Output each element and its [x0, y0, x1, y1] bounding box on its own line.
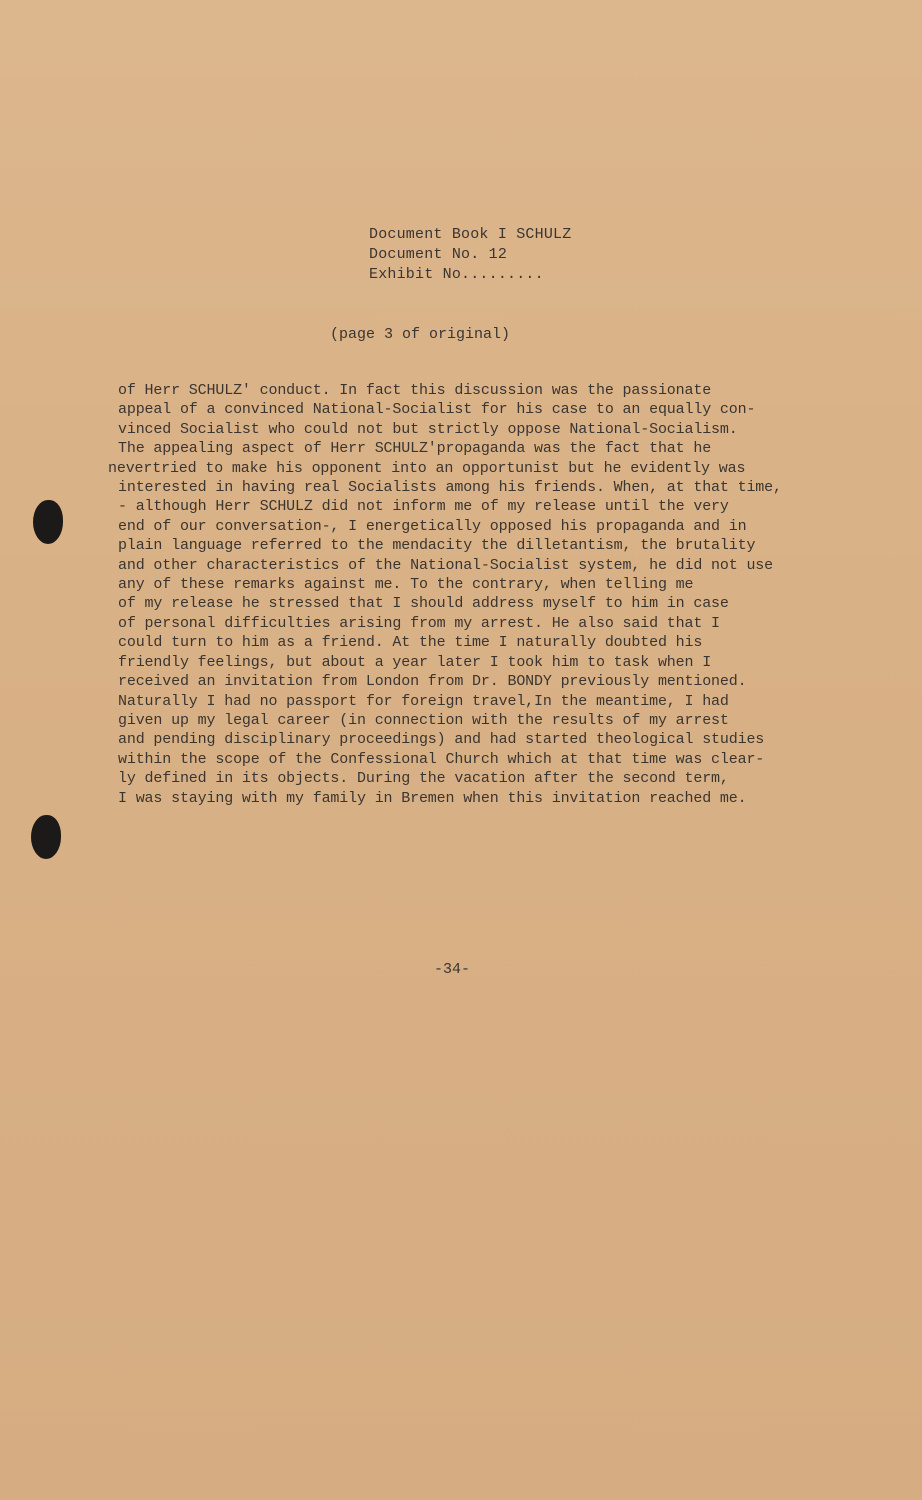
text-line: appeal of a convinced National-Socialist for his case to an equally con-: [118, 401, 756, 419]
document-header: [369, 225, 571, 285]
page-number: -34-: [434, 961, 471, 978]
text-line: within the scope of the Confessional Church which at that time was clear-: [118, 750, 765, 768]
punch-hole: [33, 500, 63, 544]
text-line: Naturally I had no passport for foreign travel,In the meantime, I had: [118, 692, 729, 710]
text-line: nevertried to make his opponent into an opportunist but he evidently was: [108, 459, 746, 477]
document-number-label: Document No. 12: [369, 246, 508, 263]
text-line: given up my legal career (in connection with the results of my arrest: [118, 711, 729, 729]
text-line: of Herr SCHULZ' conduct. In fact this discussion was the passionate: [118, 382, 712, 399]
text-line: The appealing aspect of Herr SCHULZ'propaganda was the fact that he: [118, 440, 712, 458]
original-page-note: (page 3 of original): [330, 326, 511, 343]
text-line: received an invitation from London from Dr. BONDY previously mentioned.: [118, 673, 747, 691]
text-line: friendly feelings, but about a year later I took him to task when I: [118, 653, 712, 671]
text-line: could turn to him as a friend. At the time I naturally doubted his: [118, 634, 703, 652]
text-line: I was staying with my family in Bremen when this invitation reached me.: [118, 789, 747, 807]
text-line: plain language referred to the mendacity the dilletantism, the brutality: [118, 537, 756, 555]
document-book-label: Document Book I SCHULZ: [369, 226, 572, 243]
text-line: and other characteristics of the National-Socialist system, he did not use: [118, 556, 774, 574]
text-line: end of our conversation-, I energetically opposed his propaganda and in: [118, 517, 747, 535]
exhibit-number-label: Exhibit No.........: [369, 266, 544, 283]
body-text: [108, 381, 838, 808]
punch-hole: [31, 815, 61, 859]
text-line: any of these remarks against me. To the contrary, when telling me: [118, 576, 694, 594]
text-line: vinced Socialist who could not but strictly oppose National-Socialism.: [118, 420, 738, 438]
text-line: of personal difficulties arising from my arrest. He also said that I: [118, 614, 720, 632]
text-line: of my release he stressed that I should address myself to him in case: [118, 595, 729, 613]
text-line: interested in having real Socialists among his friends. When, at that time,: [118, 479, 782, 497]
text-line: ly defined in its objects. During the vacation after the second term,: [118, 770, 729, 788]
text-line: - although Herr SCHULZ did not inform me of my release until the very: [118, 498, 729, 516]
text-line: and pending disciplinary proceedings) and had started theological studies: [118, 731, 765, 749]
